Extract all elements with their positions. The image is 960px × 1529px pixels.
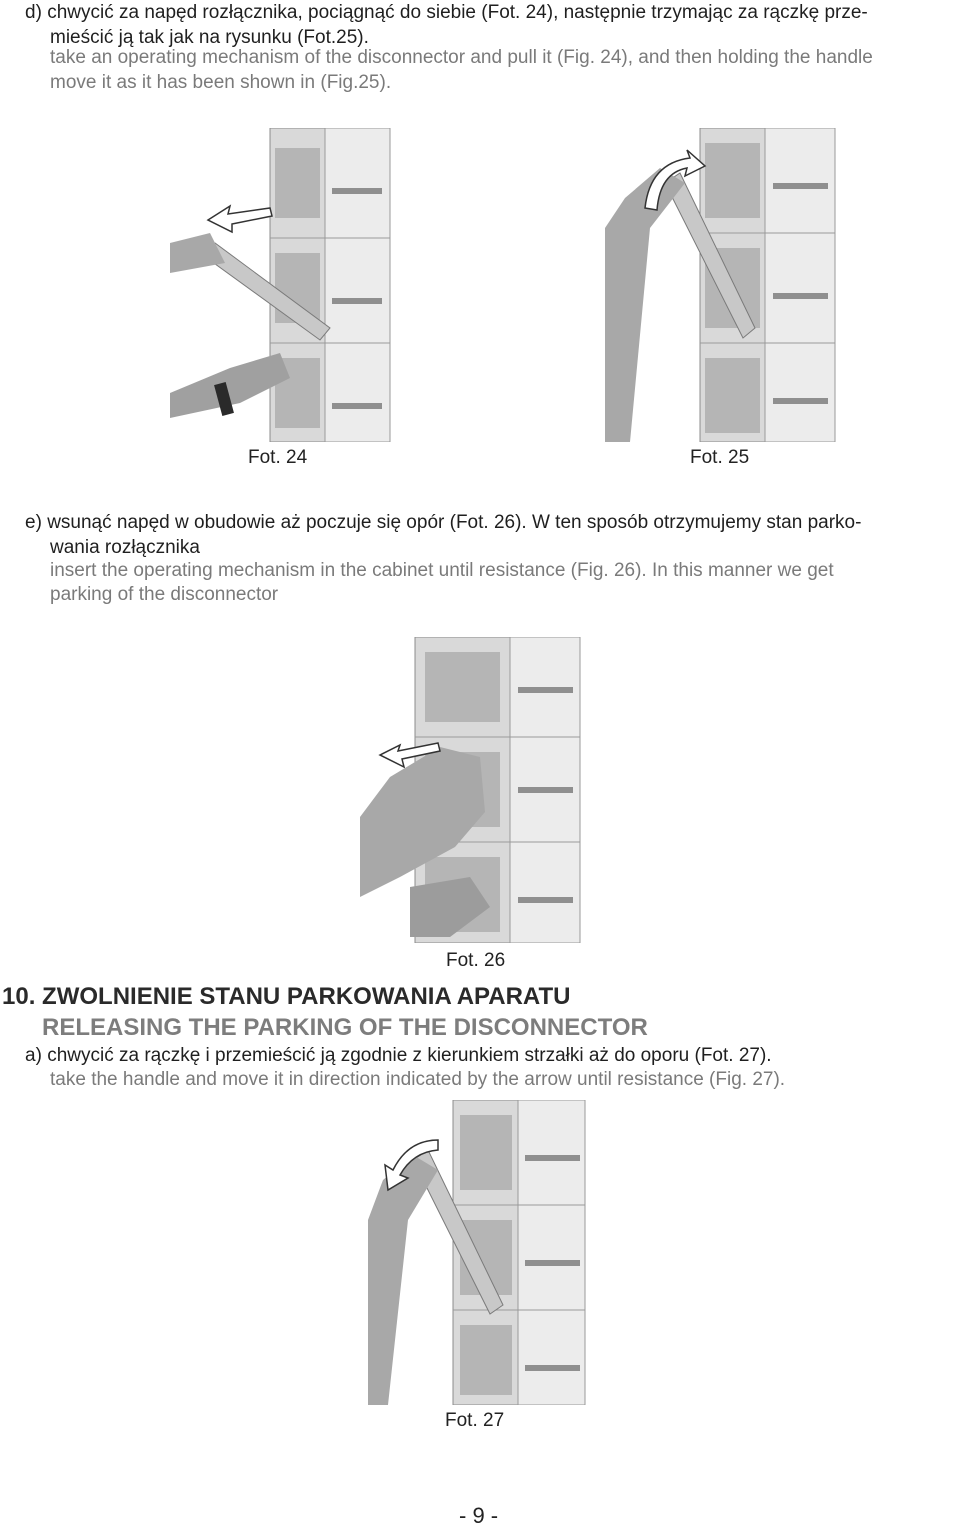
caption-fot-24: Fot. 24 — [248, 447, 308, 468]
section-10-heading — [2, 983, 570, 1011]
step-d-en-line2: move it as it has been shown in (Fig.25). — [50, 72, 392, 93]
step-d-marker: d) — [25, 2, 42, 23]
step-e-pl — [25, 510, 960, 535]
page-number: - 9 - — [459, 1503, 499, 1528]
caption-fot-26: Fot. 26 — [446, 950, 506, 971]
section-10-title-pl: ZWOLNIENIE STANU PARKOWANIA APARATU — [42, 983, 571, 1010]
step-a-en-line1: take the handle and move it in direction indicated by the arrow until resistance (Fig. 27). — [50, 1069, 786, 1090]
section-10-number: 10. — [2, 983, 36, 1010]
step-d-en-line1: take an operating mechanism of the disconnector and pull it (Fig. 24), and then holding the handle — [50, 47, 873, 68]
photo-fot-24 — [170, 128, 392, 442]
step-d-pl — [25, 0, 960, 25]
step-e-pl-line2: wania rozłącznika — [50, 537, 200, 558]
step-e-pl-line1: wsunąć napęd w obudowie aż poczuje się opór (Fot. 26). W ten sposób otrzymujemy stan parko- — [47, 512, 862, 533]
step-d-pl-line1: chwycić za napęd rozłącznika, pociągnąć do siebie (Fot. 24), następnie trzymając za rączkę prze- — [47, 2, 868, 23]
caption-fot-25: Fot. 25 — [690, 447, 750, 468]
step-e-en-line2: parking of the disconnector — [50, 584, 279, 605]
step-e-en-line1: insert the operating mechanism in the cabinet until resistance (Fig. 26). In this manner we get — [50, 560, 834, 581]
caption-fot-27: Fot. 27 — [445, 1410, 505, 1431]
step-a-pl-line1: chwycić za rączkę i przemieścić ją zgodnie z kierunkiem strzałki aż do oporu (Fot. 27). — [47, 1045, 772, 1066]
section-10-title-en: RELEASING THE PARKING OF THE DISCONNECTOR — [42, 1014, 648, 1041]
step-a-marker: a) — [25, 1045, 42, 1066]
step-e-marker: e) — [25, 512, 42, 533]
photo-fot-27 — [368, 1100, 586, 1405]
photo-fot-25 — [605, 128, 837, 442]
photo-fot-26 — [360, 637, 582, 943]
step-d-pl-line2: mieścić ją tak jak na rysunku (Fot.25). — [50, 27, 369, 48]
step-a-pl — [25, 1043, 960, 1068]
